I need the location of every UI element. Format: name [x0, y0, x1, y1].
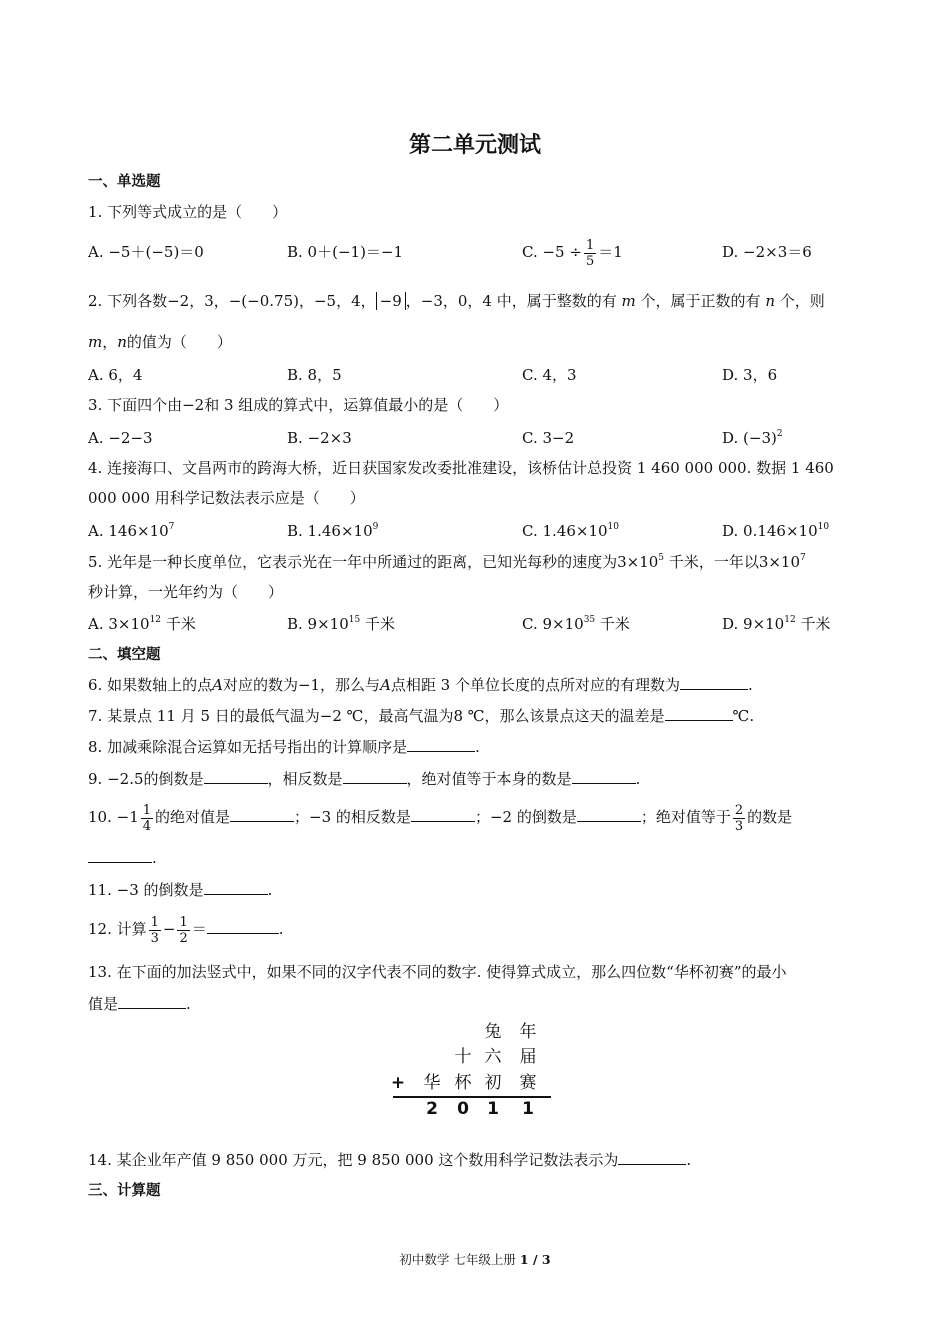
q4-c-exponent: 10	[607, 522, 619, 532]
q10-prefix: 10. −1	[88, 808, 139, 826]
page-number: 1 / 3	[519, 1252, 551, 1267]
q1-option-b: B. 0＋(−1)＝−1	[287, 243, 404, 261]
q12-equals: ＝	[191, 920, 207, 938]
question-13-line-1: 13. 在下面的加法竖式中，如果不同的汉字代表不同的数字. 使得算式成立，那么四位数“华杯初赛”的最小	[88, 963, 787, 981]
page-title: 第二单元测试	[408, 133, 541, 158]
q2-option-d: D. 3，6	[722, 366, 778, 384]
q5-c-base: C. 9×10	[522, 615, 584, 633]
puzzle-r2-c2: 十	[454, 1047, 472, 1067]
q5-b-base: B. 9×10	[287, 615, 349, 633]
q5-a-base: A. 3×10	[88, 615, 150, 633]
q9-blank-reciprocal[interactable]	[204, 769, 268, 784]
q9-blank-opposite[interactable]	[343, 769, 407, 784]
q2-option-c: C. 4，3	[522, 366, 577, 384]
q6-point-a: A	[212, 676, 223, 694]
q10-text-2: ；−3 的相反数是	[294, 808, 411, 826]
question-2-line-2	[88, 332, 232, 352]
q3-d-base: D. (−3)	[722, 429, 777, 447]
q9-blank-abs-self[interactable]	[572, 769, 636, 784]
question-3-stem: 3. 下面四个由−2和 3 组成的算式中，运算值最小的是（ ）	[88, 396, 509, 414]
q2-absolute-value: −9	[376, 292, 406, 310]
puzzle-r3-c1: 华	[423, 1073, 441, 1093]
puzzle-r3-c4: 赛	[519, 1073, 537, 1093]
question-11	[88, 880, 272, 900]
q6-end: .	[748, 676, 753, 694]
q2-list-prefix: 2. 下列各数−2，3，−(−0.75)，−5，4，	[88, 292, 376, 310]
question-10-line-2	[88, 848, 157, 868]
q7-end: ℃.	[732, 707, 755, 725]
puzzle-sum-line	[393, 1096, 551, 1098]
question-5-line-1	[88, 552, 806, 572]
q10-f1-numerator: 1	[142, 802, 152, 818]
q2-var-n: n	[765, 292, 775, 310]
q12-minus: −	[162, 920, 176, 938]
question-4-line-2: 000 000 用科学记数法表示应是（ ）	[88, 489, 365, 507]
q10-f2-numerator: 2	[734, 802, 744, 818]
q1-option-c-suffix: ＝1	[598, 243, 623, 261]
q3-option-d	[722, 428, 783, 448]
q13-line-2-prefix: 值是	[88, 995, 119, 1013]
page-footer	[0, 1250, 950, 1268]
q1-option-c	[522, 232, 623, 272]
q6-answer-blank[interactable]	[680, 675, 748, 690]
q12-f2-numerator: 1	[179, 914, 188, 930]
puzzle-result-c1: 2	[426, 1099, 438, 1119]
puzzle-r3-c2: 杯	[454, 1073, 472, 1093]
q9-mid-2: ，绝对值等于本身的数是	[406, 770, 572, 788]
q6-point-a-2: A	[380, 676, 391, 694]
q3-d-exponent: 2	[776, 429, 783, 439]
q5-a-exponent: 12	[149, 615, 162, 625]
q10-fraction-1	[141, 803, 153, 834]
q4-a-base: A. 146×10	[88, 522, 169, 540]
q12-f1-numerator: 1	[150, 914, 159, 930]
question-9	[88, 769, 640, 789]
q1-c-denominator: 5	[585, 253, 595, 269]
question-13-line-2	[88, 994, 191, 1014]
q3-option-c: C. 3−2	[522, 429, 575, 447]
q8-prefix: 8. 加减乘除混合运算如无括号指出的计算顺序是	[88, 738, 408, 756]
q9-mid-1: ，相反数是	[267, 770, 343, 788]
q5-c-exponent: 35	[583, 615, 596, 625]
q3-option-b: B. −2×3	[287, 429, 352, 447]
q5-b-exponent: 15	[348, 615, 361, 625]
q10-blank-3[interactable]	[577, 807, 641, 822]
q2-mid-text: 个，属于正数的有	[640, 292, 761, 310]
puzzle-plus-sign: +	[390, 1073, 406, 1093]
q2-line-2-suffix: 的值为（ ）	[126, 333, 232, 351]
q1-option-a: A. −5＋(−5)＝0	[88, 243, 204, 261]
q10-text-3: ；−2 的倒数是	[474, 808, 577, 826]
q12-end: .	[278, 920, 284, 938]
q6-mid-2: 点相距 3 个单位长度的点所对应的有理数为	[390, 676, 680, 694]
q4-c-base: C. 1.46×10	[522, 522, 608, 540]
question-5-line-2: 秒计算，一光年约为（ ）	[88, 583, 284, 601]
q4-option-d	[722, 521, 829, 541]
q1-option-c-prefix: C. −5 ÷	[522, 243, 582, 261]
q8-end: .	[475, 738, 480, 756]
q6-prefix: 6. 如果数轴上的点	[88, 676, 213, 694]
q10-f2-denominator: 3	[734, 818, 744, 834]
q5-d-exponent: 12	[784, 615, 796, 625]
q9-prefix: 9. −2.5的倒数是	[88, 770, 204, 788]
question-14	[88, 1150, 691, 1170]
puzzle-result-c3: 1	[487, 1099, 499, 1119]
q12-fraction-1	[149, 915, 161, 946]
q14-end: .	[686, 1151, 692, 1169]
q10-blank-1[interactable]	[230, 807, 294, 822]
q12-f1-denominator: 3	[150, 930, 159, 946]
q5-option-a	[88, 614, 196, 634]
q8-answer-blank[interactable]	[407, 737, 475, 752]
q10-f1-denominator: 4	[142, 818, 152, 834]
q12-prefix: 12. 计算	[88, 920, 147, 938]
q5-seconds-exponent: 7	[800, 553, 806, 563]
q1-option-d: D. −2×3＝6	[722, 243, 812, 261]
q4-option-a	[88, 521, 174, 541]
q5-option-c	[522, 614, 630, 634]
q5-d-unit: 千米	[800, 615, 831, 633]
question-1-stem: 1. 下列等式成立的是（ ）	[88, 203, 288, 221]
puzzle-r3-c3: 初	[484, 1073, 502, 1093]
q12-f2-denominator: 2	[179, 930, 188, 946]
q4-option-b	[287, 521, 378, 541]
q14-answer-blank[interactable]	[618, 1150, 686, 1165]
q1-option-c-fraction	[584, 238, 596, 269]
q2-option-b: B. 8，5	[287, 366, 342, 384]
question-2-line-1	[88, 291, 825, 311]
q10-blank-2[interactable]	[411, 807, 475, 822]
q5-d-base: D. 9×10	[722, 615, 785, 633]
q2-comma: ，	[102, 333, 118, 351]
q5-speed-exponent: 5	[658, 553, 665, 563]
q10-text-1: 的绝对值是	[155, 808, 231, 826]
q11-end: .	[267, 881, 273, 899]
q2-end-text: 个，则	[779, 292, 825, 310]
puzzle-result-c2: 0	[457, 1099, 469, 1119]
q12-fraction-2	[177, 915, 189, 946]
q2-var-n-2: n	[117, 333, 127, 351]
section-heading-single-choice: 一、单选题	[88, 174, 161, 190]
question-6	[88, 675, 753, 695]
question-4-line-1: 4. 连接海口、文昌两市的跨海大桥，近日获国家发改委批准建设，该桥估计总投资 1 460 000 000. 数据 1 460	[88, 459, 834, 477]
question-7	[88, 706, 754, 726]
puzzle-r2-c4: 届	[519, 1047, 537, 1067]
q14-prefix: 14. 某企业年产值 9 850 000 万元，把 9 850 000 这个数用科学记数法表示为	[88, 1151, 619, 1169]
q10-text-5: 的数是	[747, 808, 793, 826]
section-heading-calculation: 三、计算题	[88, 1183, 161, 1199]
q7-answer-blank[interactable]	[665, 706, 733, 721]
q5-line-1-prefix: 5. 光年是一种长度单位，它表示光在一年中所通过的距离，已知光每秒的速度为3×10	[88, 553, 659, 571]
q2-list-suffix: ，−3，0，4 中，属于整数的有	[405, 292, 617, 310]
question-10-line-1	[88, 798, 792, 836]
q5-line-1-mid: 千米，一年以3×10	[668, 553, 801, 571]
q4-b-exponent: 9	[372, 522, 379, 532]
q10-end: .	[152, 849, 157, 867]
q5-c-unit: 千米	[599, 615, 630, 633]
puzzle-result-c4: 1	[522, 1099, 534, 1119]
q4-d-exponent: 10	[817, 522, 830, 532]
q5-option-d	[722, 614, 830, 634]
q10-fraction-2	[733, 803, 745, 834]
q13-end: .	[186, 995, 191, 1013]
q2-var-m-2: m	[88, 333, 103, 351]
q4-b-base: B. 1.46×10	[287, 522, 373, 540]
section-heading-fill-blank: 二、填空题	[88, 647, 161, 663]
q10-blank-4[interactable]	[88, 848, 152, 863]
q4-option-c	[522, 521, 619, 541]
q7-prefix: 7. 某景点 11 月 5 日的最低气温为−2 ℃，最高气温为8 ℃，那么该景点这天的温差是	[88, 707, 665, 725]
question-8	[88, 737, 480, 757]
puzzle-r2-c3: 六	[484, 1047, 502, 1067]
q1-c-numerator: 1	[585, 237, 595, 253]
q12-answer-blank[interactable]	[207, 919, 279, 934]
question-12	[88, 910, 284, 948]
puzzle-r1-c4: 年	[519, 1022, 537, 1042]
q4-d-base: D. 0.146×10	[722, 522, 818, 540]
q2-option-a: A. 6，4	[88, 366, 143, 384]
footer-text: 初中数学 七年级上册	[399, 1252, 516, 1267]
q5-b-unit: 千米	[365, 615, 396, 633]
q11-answer-blank[interactable]	[204, 880, 268, 895]
puzzle-r1-c3: 兔	[484, 1022, 502, 1042]
q5-option-b	[287, 614, 395, 634]
q2-var-m: m	[621, 292, 636, 310]
q4-a-exponent: 7	[168, 522, 175, 532]
q11-prefix: 11. −3 的倒数是	[88, 881, 204, 899]
q3-option-a: A. −2−3	[88, 429, 153, 447]
q13-answer-blank[interactable]	[118, 994, 186, 1009]
q9-end: .	[635, 770, 641, 788]
q5-a-unit: 千米	[165, 615, 196, 633]
q6-mid: 对应的数为−1，那么与	[222, 676, 381, 694]
q10-text-4: ；绝对值等于	[640, 808, 731, 826]
